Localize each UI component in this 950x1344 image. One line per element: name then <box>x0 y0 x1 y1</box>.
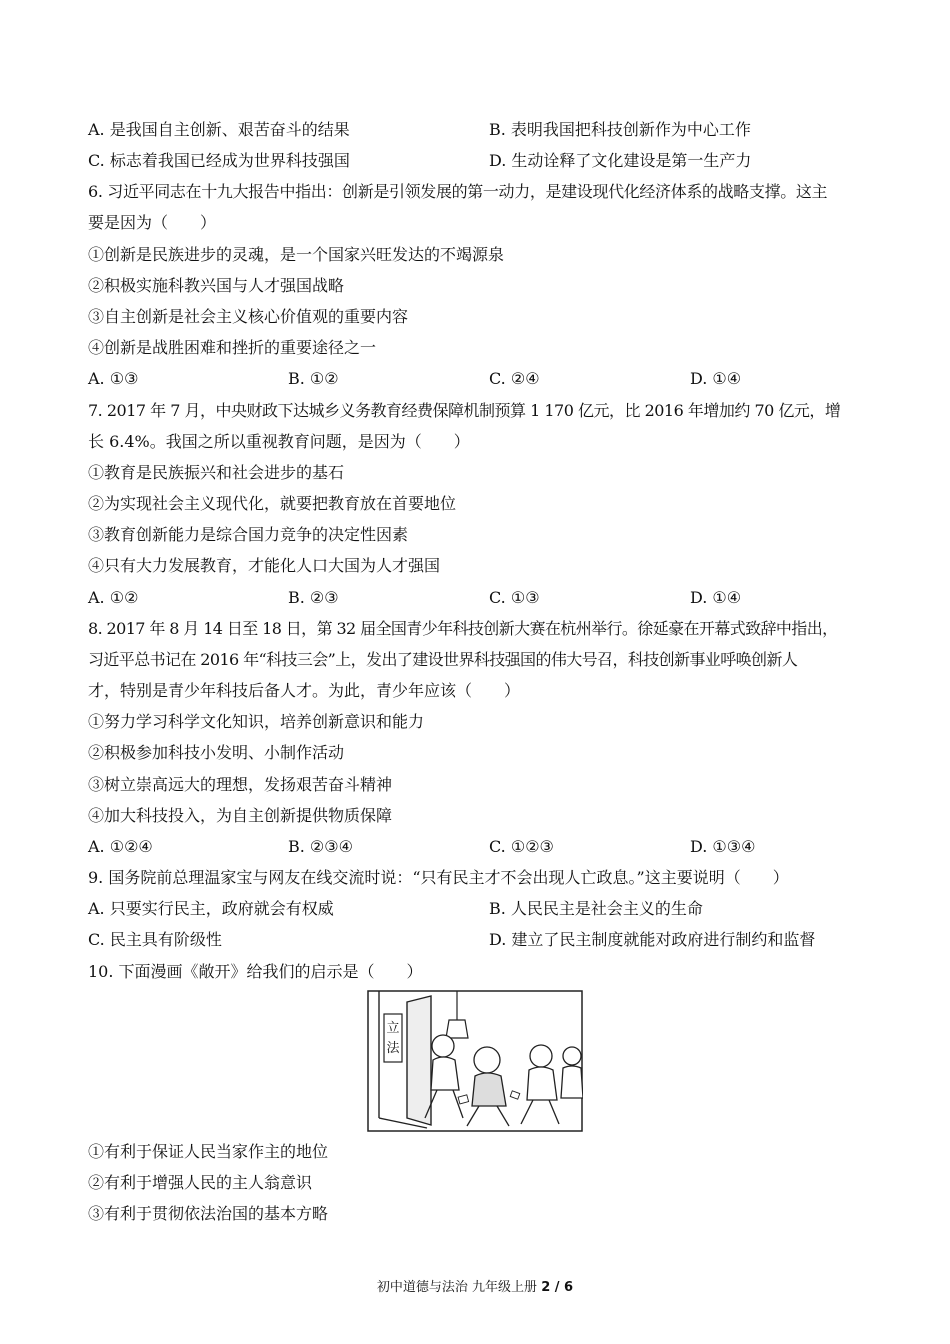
q6-option-b: B. ①② <box>288 369 339 388</box>
q6-option-c: C. ②④ <box>489 369 540 388</box>
q7-item-3: ③教育创新能力是综合国力竞争的决定性因素 <box>88 525 409 544</box>
q7-stem-line2: 长 6.4%。我国之所以重视教育问题，是因为（ ） <box>88 432 470 451</box>
q10-item-2: ②有利于增强人民的主人翁意识 <box>88 1173 313 1192</box>
q7-item-2: ②为实现社会主义现代化，就要把教育放在首要地位 <box>88 494 457 513</box>
q7-option-d: D. ①④ <box>690 588 742 607</box>
svg-text:法: 法 <box>386 1041 400 1056</box>
q8-item-1: ①努力学习科学文化知识，培养创新意识和能力 <box>88 712 425 731</box>
q8-item-3: ③树立崇高远大的理想，发扬艰苦奋斗精神 <box>88 775 393 794</box>
q5-option-c: C. 标志着我国已经成为世界科技强国 <box>88 151 350 170</box>
q8-stem-line2: 习近平总书记在 2016 年“科技三会”上，发出了建设世界科技强国的伟大号召，科技创新事业呼唤创新人 <box>88 650 798 669</box>
q7-option-b: B. ②③ <box>288 588 339 607</box>
cartoon-image <box>367 990 583 1132</box>
page-number: 2 / 6 <box>541 1280 574 1295</box>
q7-item-1: ①教育是民族振兴和社会进步的基石 <box>88 463 345 482</box>
q8-stem-line3: 才，特别是青少年科技后备人才。为此，青少年应该（ ） <box>88 681 521 700</box>
q10-stem: 10. 下面漫画《敞开》给我们的启示是（ ） <box>88 962 423 981</box>
q8-option-b: B. ②③④ <box>288 837 353 856</box>
footer-course: 初中道德与法治 九年级上册 <box>376 1280 542 1295</box>
q6-option-d: D. ①④ <box>690 369 742 388</box>
q9-option-a: A. 只要实行民主，政府就会有权威 <box>88 899 334 918</box>
q5-option-a: A. 是我国自主创新、艰苦奋斗的结果 <box>88 120 350 139</box>
q8-item-2: ②积极参加科技小发明、小制作活动 <box>88 743 345 762</box>
q6-item-2: ②积极实施科教兴国与人才强国战略 <box>88 276 345 295</box>
q5-option-b: B. 表明我国把科技创新作为中心工作 <box>489 120 751 139</box>
q9-option-d: D. 建立了民主制度就能对政府进行制约和监督 <box>489 930 816 949</box>
q8-option-c: C. ①②③ <box>489 837 554 856</box>
q9-option-b: B. 人民民主是社会主义的生命 <box>489 899 703 918</box>
q6-stem-line1: 6. 习近平同志在十九大报告中指出：创新是引领发展的第一动力，是建设现代化经济体系的战略支撑。这主 <box>88 182 828 201</box>
q5-option-d: D. 生动诠释了文化建设是第一生产力 <box>489 151 752 170</box>
q7-item-4: ④只有大力发展教育，才能化人口大国为人才强国 <box>88 556 441 575</box>
svg-text:立: 立 <box>386 1021 400 1036</box>
q6-item-1: ①创新是民族进步的灵魂，是一个国家兴旺发达的不竭源泉 <box>88 245 505 264</box>
page-footer <box>0 1276 950 1295</box>
q9-stem: 9. 国务院前总理温家宝与网友在线交流时说：“只有民主才不会出现人亡政息。”这主要说明（ ） <box>88 868 789 887</box>
q6-item-3: ③自主创新是社会主义核心价值观的重要内容 <box>88 307 409 326</box>
q6-option-a: A. ①③ <box>88 369 139 388</box>
q7-stem-line1: 7. 2017 年 7 月，中央财政下达城乡义务教育经费保障机制预算 1 170 亿元，比 2016 年增加约 70 亿元，增 <box>88 401 841 420</box>
q8-stem-line1: 8. 2017 年 8 月 14 日至 18 日，第 32 届全国青少年科技创新大赛在杭州举行。徐延豪在开幕式致辞中指出， <box>88 619 838 638</box>
q8-option-a: A. ①②④ <box>88 837 153 856</box>
q7-option-c: C. ①③ <box>489 588 540 607</box>
q8-option-d: D. ①③④ <box>690 837 756 856</box>
q10-item-1: ①有利于保证人民当家作主的地位 <box>88 1142 329 1161</box>
q10-item-3: ③有利于贯彻依法治国的基本方略 <box>88 1204 329 1223</box>
q9-option-c: C. 民主具有阶级性 <box>88 930 222 949</box>
q7-option-a: A. ①② <box>88 588 139 607</box>
q6-item-4: ④创新是战胜困难和挫折的重要途径之一 <box>88 338 377 357</box>
q6-stem-line2: 要是因为（ ） <box>88 213 217 232</box>
q8-item-4: ④加大科技投入，为自主创新提供物质保障 <box>88 806 393 825</box>
